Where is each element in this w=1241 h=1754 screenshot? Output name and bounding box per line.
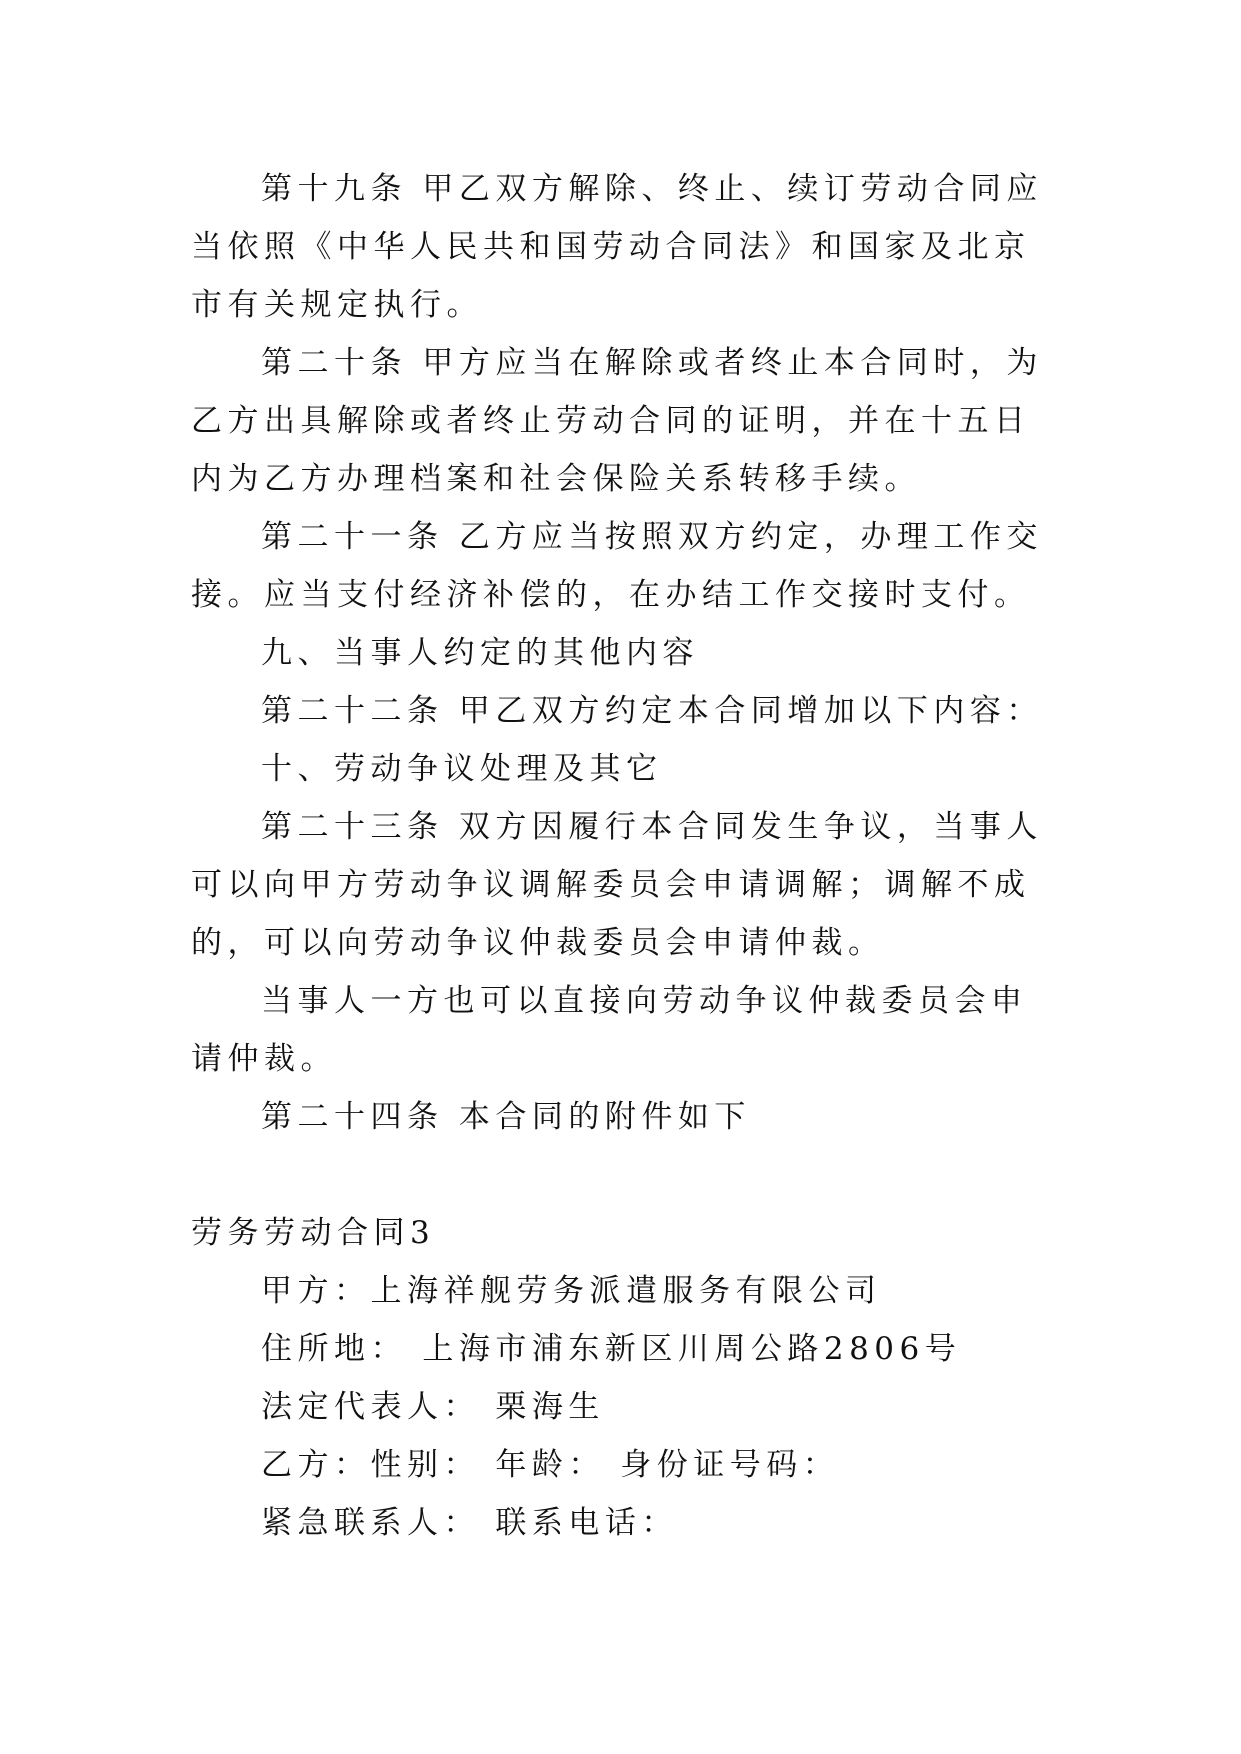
section-10-heading: 十、劳动争议处理及其它 [261,751,663,787]
party-a-field: 甲方：上海祥舰劳务派遣服务有限公司 [261,1273,882,1309]
party-b-field: 乙方：性别： 年龄： 身份证号码： [261,1447,840,1483]
article-19-paragraph: 第十九条 甲乙双方解除、终止、续订劳动合同应当依照《中华人民共和国劳动合同法》和国家及北京市有关规定执行。 [191,171,1043,323]
document-page [191,160,1051,1552]
legal-representative-field: 法定代表人： 栗海生 [261,1389,605,1425]
article-23-paragraph: 第二十三条 双方因履行本合同发生争议，当事人可以向甲方劳动争议调解委员会申请调解；调解不成的，可以向劳动争议仲裁委员会申请仲裁。 [191,809,1043,961]
contract-title: 劳务劳动合同3 [191,1215,436,1251]
article-22-paragraph: 第二十二条 甲乙双方约定本合同增加以下内容： [261,693,1043,729]
article-20-paragraph: 第二十条 甲方应当在解除或者终止本合同时，为乙方出具解除或者终止劳动合同的证明，并在十五日内为乙方办理档案和社会保险关系转移手续。 [191,345,1043,497]
article-24-paragraph: 第二十四条 本合同的附件如下 [261,1099,751,1135]
arbitration-paragraph: 当事人一方也可以直接向劳动争议仲裁委员会申请仲裁。 [191,983,1028,1077]
section-9-heading: 九、当事人约定的其他内容 [261,635,699,671]
address-field: 住所地： 上海市浦东新区川周公路2806号 [261,1331,962,1367]
article-21-paragraph: 第二十一条 乙方应当按照双方约定，办理工作交接。应当支付经济补偿的，在办结工作交接时支付。 [191,519,1043,613]
emergency-contact-field: 紧急联系人： 联系电话： [261,1505,678,1541]
section-spacer [191,1146,1051,1204]
